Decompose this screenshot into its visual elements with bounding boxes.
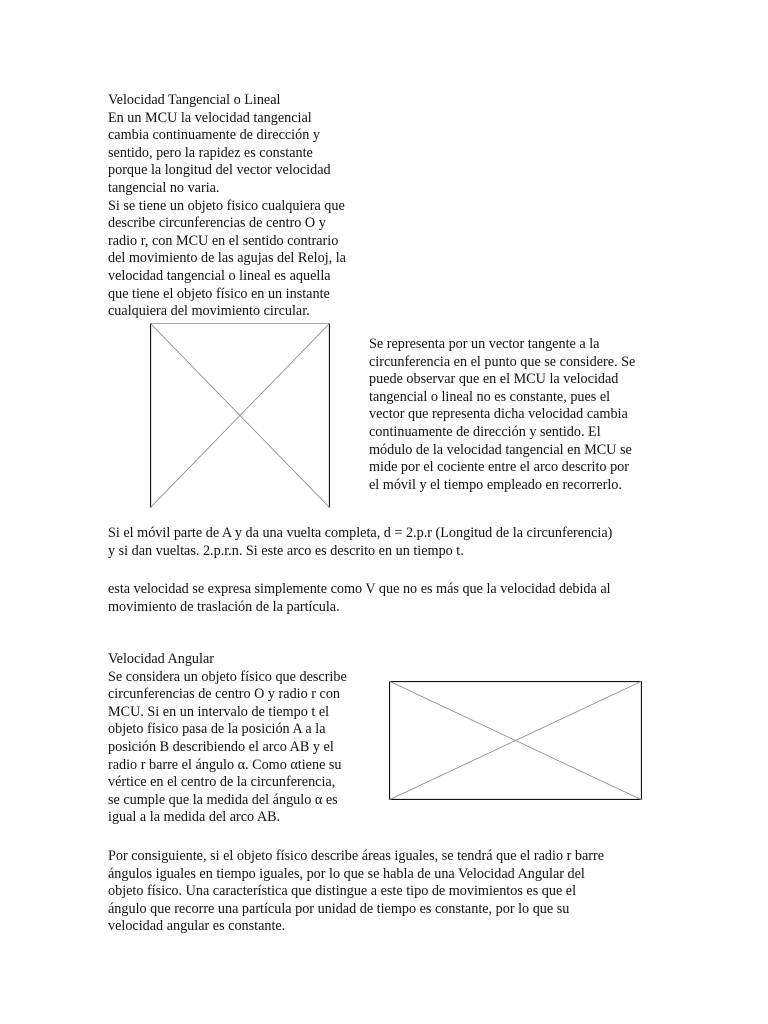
section-tangential-text — [108, 92, 346, 321]
text-line: ángulo que recorre una partícula por unidad de tiempo es constante, por lo que su — [108, 900, 570, 917]
text-line: puede observar que en el MCU la velocidad — [369, 371, 619, 388]
side-text-vector — [369, 336, 635, 494]
text-line: del movimiento de las agujas del Reloj, la — [108, 250, 346, 267]
text-line: describe circunferencias de centro O y — [108, 215, 326, 232]
image-placeholder-tangential — [150, 323, 330, 508]
paragraph-distance — [108, 525, 612, 560]
text-line: continuamente de dirección y sentido. El — [369, 423, 601, 440]
text-line: radio r barre el ángulo α. Como αtiene su — [108, 756, 342, 773]
text-line: tangencial o lineal no es constante, pues el — [369, 388, 611, 405]
text-line: se cumple que la medida del ángulo α es — [108, 791, 338, 808]
text-line: Si el móvil parte de A y da una vuelta completa, d = 2.p.r (Longitud de la circunferencia) — [108, 525, 613, 541]
heading-tangential-velocity: Velocidad Tangencial o Lineal — [108, 92, 281, 108]
text-line: que tiene el objeto físico en un instante — [108, 285, 330, 302]
text-line: En un MCU la velocidad tangencial — [108, 109, 312, 126]
image-placeholder-angular — [389, 681, 642, 800]
paragraph-conclusion — [108, 848, 604, 936]
text-line: Si se tiene un objeto fisico cualquiera que — [108, 197, 345, 214]
text-line: velocidad tangencial o lineal es aquella — [108, 267, 331, 284]
text-line: mide por el cociente entre el arco descrito por — [369, 459, 629, 476]
text-line: sentido, pero la rapidez es constante — [108, 144, 313, 161]
text-line: MCU. Si en un intervalo de tiempo t el — [108, 703, 330, 720]
text-line: velocidad angular es constante. — [108, 918, 286, 935]
text-line: módulo de la velocidad tangencial en MCU se — [369, 441, 632, 458]
text-line: tangencial no varia. — [108, 179, 220, 196]
text-line: circunferencia en el punto que se considere. Se — [369, 353, 636, 370]
text-line: el móvil y el tiempo empleado en recorrerlo. — [369, 476, 622, 493]
paragraph-translation — [108, 581, 611, 616]
text-line: radio r, con MCU en el sentido contrario — [108, 232, 339, 249]
text-line: objeto físico. Una característica que distingue a este tipo de movimientos es que el — [108, 883, 577, 900]
text-line: objeto físico pasa de la posición A a la — [108, 721, 326, 738]
text-line: posición B describiendo el arco AB y el — [108, 738, 334, 755]
text-line: esta velocidad se expresa simplemente como V que no es más que la velocidad debida al — [108, 581, 611, 597]
text-line: vértice en el centro de la circunferencia, — [108, 774, 336, 791]
text-line: Se considera un objeto físico que describe — [108, 668, 347, 685]
text-line: cualquiera del movimiento circular. — [108, 303, 310, 320]
text-line: igual a la medida del arco AB. — [108, 809, 281, 826]
text-line: y si dan vueltas. 2.p.r.n. Si este arco es descrito en un tiempo t. — [108, 542, 464, 559]
text-line: Se representa por un vector tangente a la — [369, 336, 600, 352]
section-angular-text — [108, 651, 347, 827]
text-line: ángulos iguales en tiempo iguales, por lo que se habla de una Velocidad Angular del — [108, 865, 585, 882]
text-line: porque la longitud del vector velocidad — [108, 162, 331, 179]
text-line: movimiento de traslación de la partícula. — [108, 598, 340, 615]
heading-angular-velocity: Velocidad Angular — [108, 651, 214, 667]
text-line: cambia continuamente de dirección y — [108, 127, 320, 144]
text-line: circunferencias de centro O y radio r con — [108, 686, 341, 703]
text-line: vector que representa dicha velocidad cambia — [369, 406, 628, 423]
text-line: Por consiguiente, si el objeto físico describe áreas iguales, se tendrá que el radio r barre — [108, 848, 604, 864]
